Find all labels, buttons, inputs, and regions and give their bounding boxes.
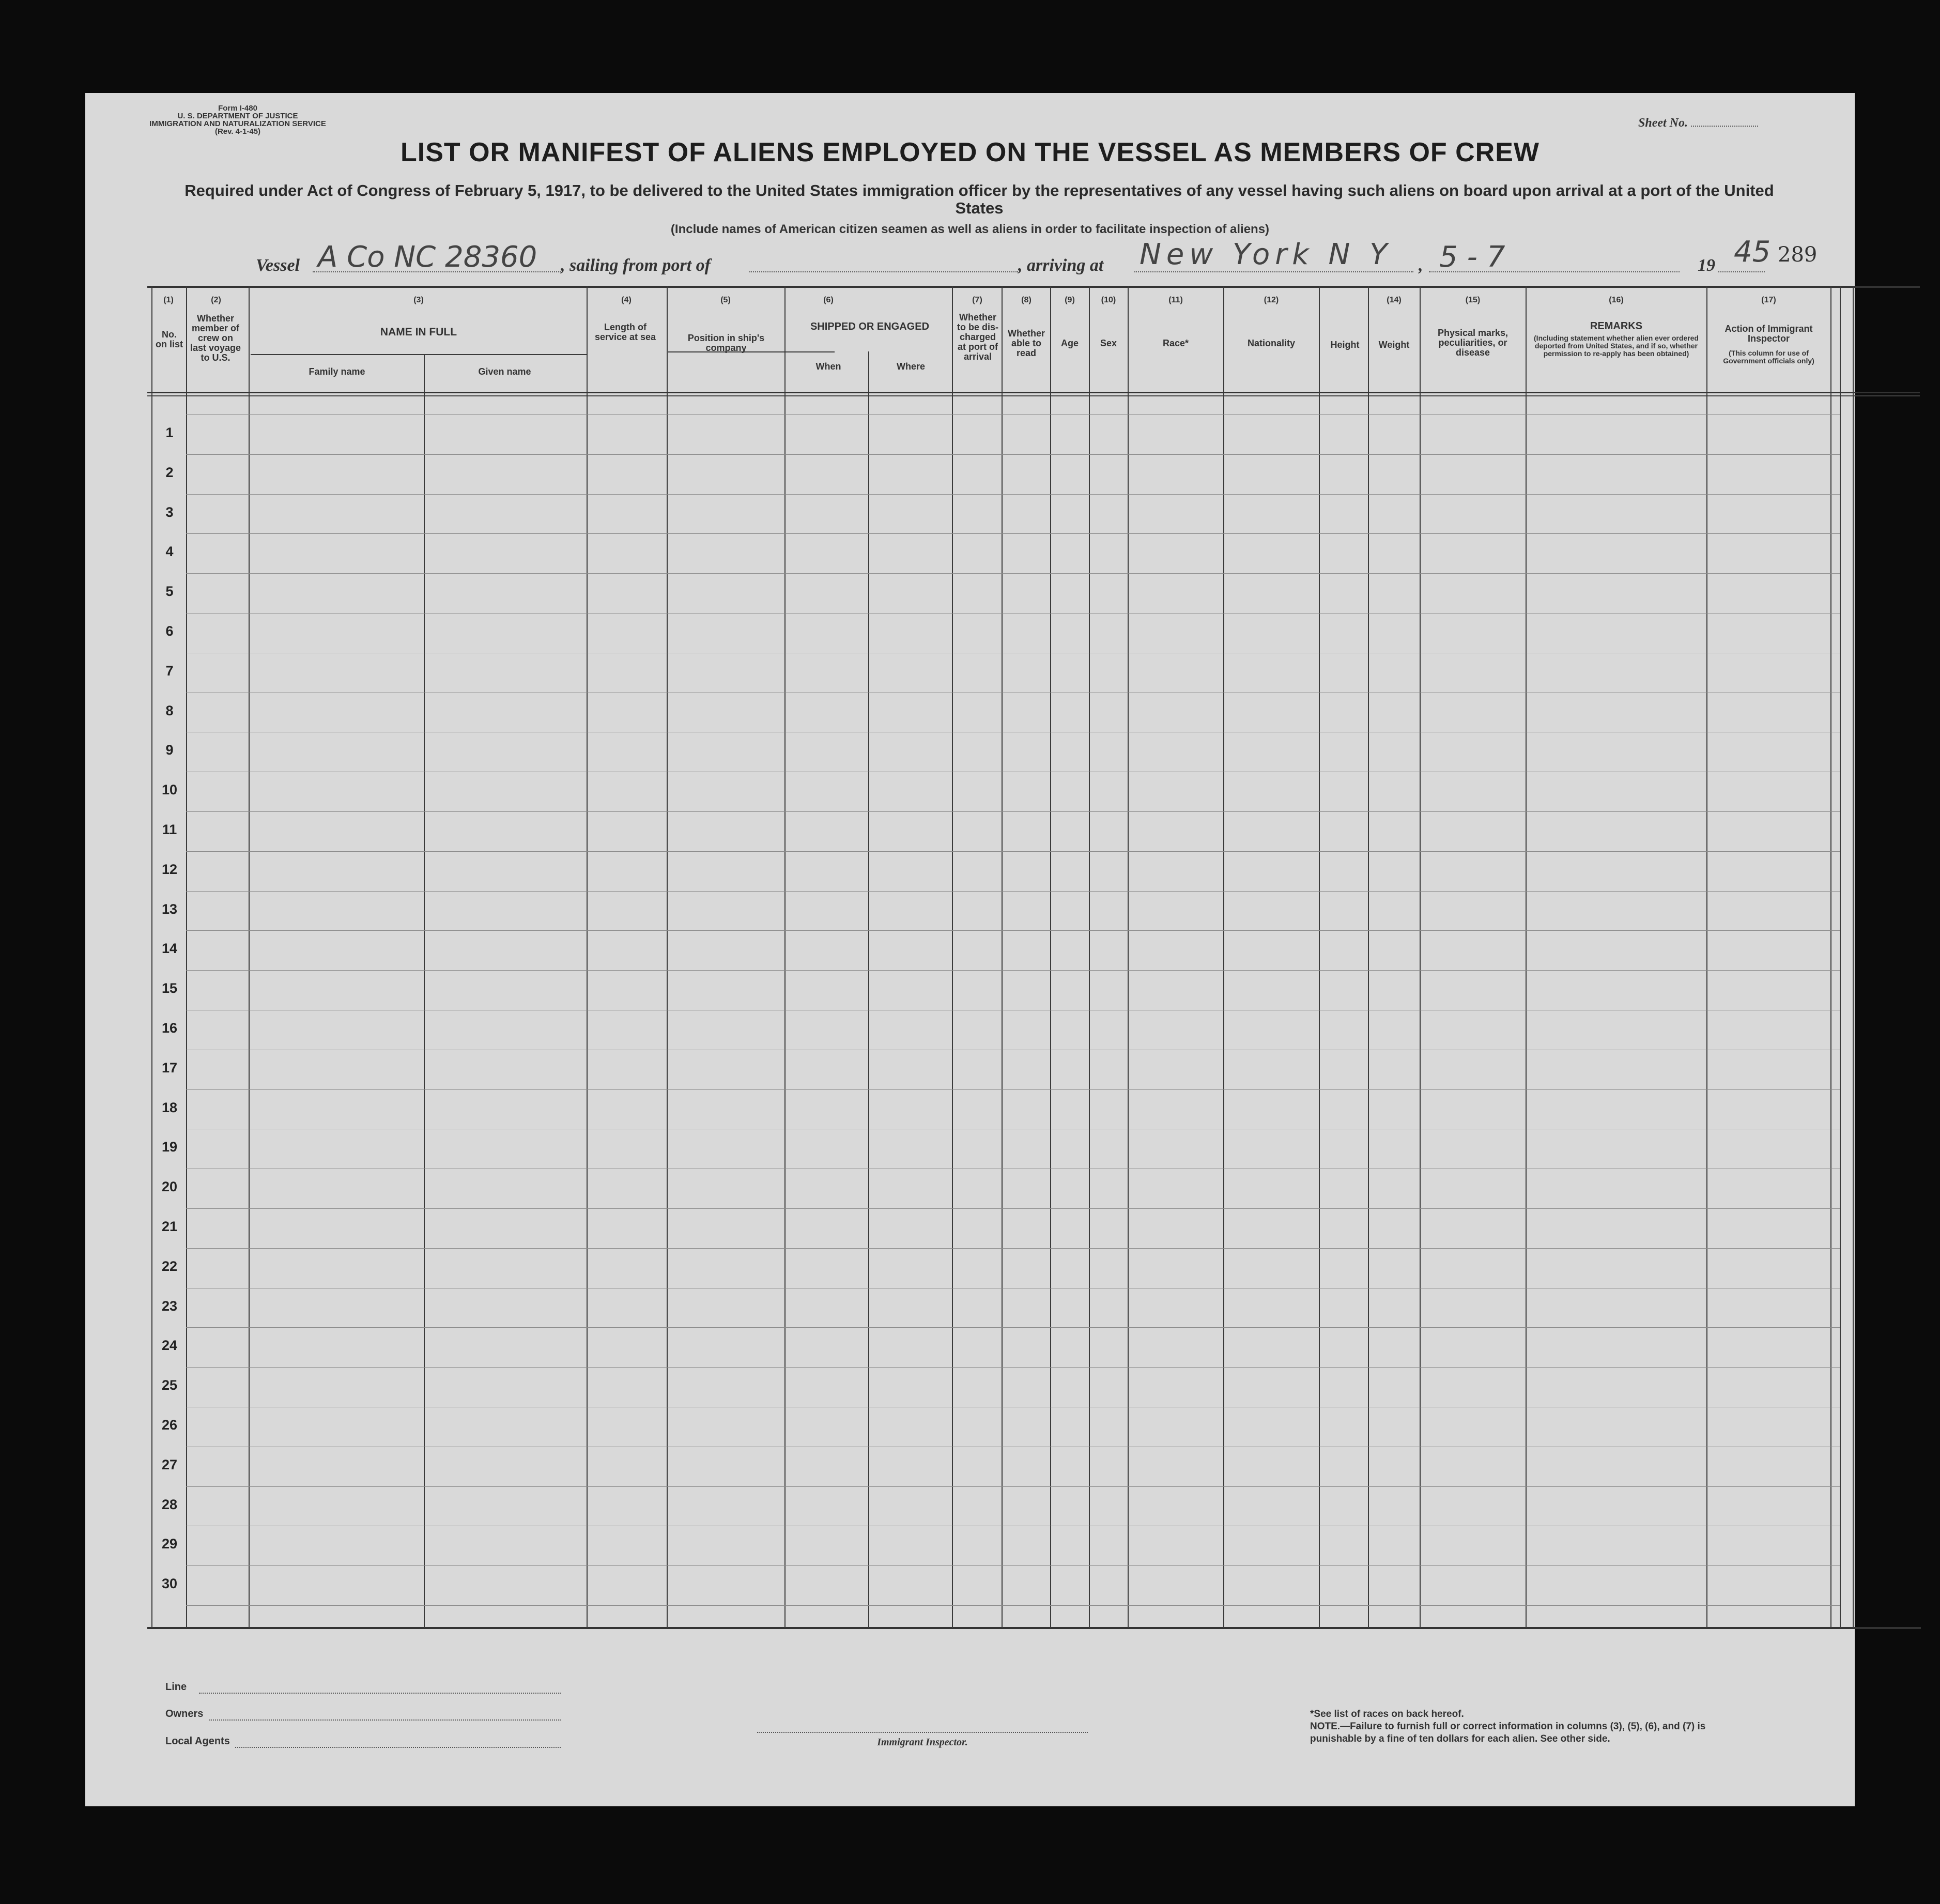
col-6-when-header: When bbox=[815, 361, 841, 372]
col-14-number: (14) bbox=[1387, 296, 1402, 304]
col-16-number: (16) bbox=[1609, 296, 1624, 304]
col-10-header: Sex bbox=[1100, 338, 1117, 348]
form-identifier bbox=[134, 104, 341, 135]
row-number: 19 bbox=[161, 1139, 178, 1155]
row-number: 4 bbox=[165, 544, 174, 559]
row-number: 25 bbox=[161, 1377, 178, 1393]
owners-label: Owners bbox=[165, 1708, 204, 1719]
column-divider bbox=[1830, 286, 1831, 1628]
column-divider bbox=[1050, 286, 1051, 1628]
row-number: 23 bbox=[161, 1298, 178, 1314]
column-divider bbox=[1128, 286, 1129, 1628]
year-field[interactable] bbox=[1718, 271, 1765, 272]
immigrant-inspector-signature-line[interactable] bbox=[757, 1732, 1088, 1733]
col-3-given-name-header: Given name bbox=[478, 366, 531, 377]
column-divider bbox=[1002, 286, 1003, 1628]
col-3-header: NAME IN FULL bbox=[380, 326, 457, 338]
column-divider bbox=[1420, 286, 1421, 1628]
name-subheader-rule bbox=[251, 354, 587, 355]
row-number: 21 bbox=[161, 1219, 178, 1234]
row-rule bbox=[186, 930, 1840, 931]
table-header-bottom-rule-2 bbox=[147, 395, 1920, 396]
comma-separator: , bbox=[1419, 256, 1423, 275]
col-6-where-header: Where bbox=[896, 361, 925, 372]
row-number: 12 bbox=[161, 862, 178, 877]
penalty-note bbox=[1310, 1721, 1723, 1745]
local-agents-label: Local Agents bbox=[165, 1736, 230, 1747]
col-6-number: (6) bbox=[823, 296, 834, 304]
col-14-header: Weight bbox=[1378, 340, 1410, 350]
row-number: 20 bbox=[161, 1179, 178, 1194]
row-rule bbox=[186, 573, 1840, 574]
race-note: *See list of races on back hereof. bbox=[1310, 1709, 1464, 1719]
column-divider bbox=[249, 286, 250, 1628]
col-8-number: (8) bbox=[1021, 296, 1031, 304]
row-number: 17 bbox=[161, 1060, 178, 1076]
row-number: 6 bbox=[165, 623, 174, 639]
row-rule bbox=[186, 1208, 1840, 1209]
col-16-header: REMARKS bbox=[1590, 320, 1643, 332]
department-name: U. S. DEPARTMENT OF JUSTICE bbox=[177, 112, 298, 120]
column-divider bbox=[667, 286, 668, 1628]
col-6-header: SHIPPED OR ENGAGED bbox=[810, 321, 930, 332]
row-number: 24 bbox=[161, 1338, 178, 1353]
page-title: LIST OR MANIFEST OF ALIENS EMPLOYED ON THE VESSEL AS MEMBERS OF CREW bbox=[401, 137, 1539, 167]
col-9-number: (9) bbox=[1065, 296, 1075, 304]
col-15-number: (15) bbox=[1465, 296, 1481, 304]
column-divider bbox=[424, 354, 425, 1628]
row-number: 13 bbox=[161, 901, 178, 917]
sailing-port-field[interactable] bbox=[749, 271, 1018, 272]
row-number: 1 bbox=[165, 425, 174, 440]
column-divider bbox=[1526, 286, 1527, 1628]
row-number: 3 bbox=[165, 504, 174, 520]
form-number: Form I-480 bbox=[218, 104, 257, 113]
owners-field[interactable] bbox=[209, 1719, 561, 1721]
row-number: 11 bbox=[162, 822, 177, 837]
row-rule bbox=[186, 533, 1840, 534]
row-rule bbox=[186, 1605, 1840, 1606]
vessel-value: A Co NC 28360 bbox=[318, 240, 537, 274]
column-divider bbox=[1089, 286, 1090, 1628]
col-7-number: (7) bbox=[972, 296, 982, 304]
page-subtitle: Required under Act of Congress of February 5, 1917, to be delivered to the United States immigration officer by the representatives of any vessel having such aliens on board upon arrival at a port of the United States bbox=[184, 181, 1774, 217]
year-prefix: 19 bbox=[1698, 256, 1715, 275]
row-number: 27 bbox=[161, 1457, 178, 1472]
column-divider bbox=[784, 286, 786, 1628]
column-divider bbox=[587, 286, 588, 1628]
col-3-number: (3) bbox=[413, 296, 424, 304]
col-5-header: Position in ship's company bbox=[687, 333, 765, 353]
row-rule bbox=[186, 494, 1840, 495]
vessel-label: Vessel bbox=[256, 256, 300, 275]
row-rule bbox=[186, 851, 1840, 852]
row-number: 5 bbox=[165, 584, 174, 599]
col-2-number: (2) bbox=[211, 296, 221, 304]
row-number: 29 bbox=[161, 1536, 178, 1552]
stamp-number: 289 bbox=[1778, 243, 1818, 267]
arriving-value: New York N Y bbox=[1140, 238, 1393, 271]
row-number: 10 bbox=[161, 782, 178, 797]
sheet-number-label: Sheet No. bbox=[1638, 116, 1688, 130]
table-header-top-rule bbox=[147, 286, 1920, 288]
col-12-number: (12) bbox=[1264, 296, 1279, 304]
line-label: Line bbox=[165, 1681, 187, 1693]
note-prefix: NOTE. bbox=[1310, 1721, 1341, 1732]
row-number: 2 bbox=[165, 465, 174, 480]
arriving-field[interactable] bbox=[1134, 271, 1413, 272]
sheet-number bbox=[1638, 116, 1758, 130]
col-17-note: (This column for use of Government officials only) bbox=[1723, 349, 1814, 365]
row-number: 18 bbox=[161, 1100, 178, 1115]
row-rule bbox=[186, 1327, 1840, 1328]
column-divider bbox=[1840, 286, 1841, 1628]
col-4-number: (4) bbox=[621, 296, 632, 304]
col-11-header: Race* bbox=[1162, 338, 1189, 348]
col-13-header: Height bbox=[1330, 340, 1360, 350]
row-rule bbox=[186, 891, 1840, 892]
row-number: 26 bbox=[161, 1417, 178, 1433]
col-15-header: Physical marks, peculiarities, or disease bbox=[1437, 328, 1508, 358]
row-number: 8 bbox=[165, 703, 174, 718]
col-5-number: (5) bbox=[720, 296, 731, 304]
col-11-number: (11) bbox=[1168, 296, 1183, 304]
row-number: 14 bbox=[161, 941, 178, 956]
column-divider bbox=[952, 286, 953, 1628]
row-rule bbox=[186, 414, 1840, 415]
column-divider bbox=[1223, 286, 1224, 1628]
col-12-header: Nationality bbox=[1247, 338, 1295, 348]
table-header-bottom-rule bbox=[147, 392, 1920, 393]
col-1-header: No. on list bbox=[156, 329, 183, 349]
date-value: 5-7 bbox=[1439, 240, 1515, 274]
row-rule bbox=[186, 970, 1840, 971]
row-rule bbox=[186, 1248, 1840, 1249]
col-4-header: Length of service at sea bbox=[594, 322, 656, 342]
row-number: 7 bbox=[165, 663, 174, 679]
col-10-number: (10) bbox=[1101, 296, 1116, 304]
form-revision: (Rev. 4-1-45) bbox=[214, 127, 261, 136]
arriving-label: , arriving at bbox=[1018, 256, 1104, 275]
col-7-header: Whether to be dis-charged at port of arrival bbox=[957, 312, 998, 362]
col-17-number: (17) bbox=[1761, 296, 1776, 304]
line-field[interactable] bbox=[199, 1693, 561, 1694]
row-rule bbox=[186, 1565, 1840, 1566]
col-8-header: Whether able to read bbox=[1008, 328, 1045, 358]
year-value: 45 bbox=[1734, 235, 1771, 269]
page-subnote: (Include names of American citizen seamen as well as aliens in order to facilitate inspection of aliens) bbox=[670, 222, 1270, 236]
row-number: 22 bbox=[161, 1258, 178, 1274]
row-rule bbox=[186, 454, 1840, 455]
row-rule bbox=[186, 1367, 1840, 1368]
footnote bbox=[1310, 1708, 1723, 1745]
immigrant-inspector-label: Immigrant Inspector. bbox=[877, 1737, 968, 1748]
right-border bbox=[1853, 286, 1854, 1628]
row-rule bbox=[186, 1089, 1840, 1090]
row-number: 30 bbox=[161, 1576, 178, 1591]
column-divider bbox=[1706, 286, 1707, 1628]
row-number: 16 bbox=[161, 1020, 178, 1036]
row-rule bbox=[186, 811, 1840, 812]
row-number: 9 bbox=[165, 742, 174, 758]
col-16-note: (Including statement whether alien ever ordered deported from United States, and if so, whether permission to re-apply has been obtained) bbox=[1534, 334, 1699, 358]
row-rule bbox=[186, 1486, 1840, 1487]
local-agents-field[interactable] bbox=[235, 1747, 561, 1748]
service-name: IMMIGRATION AND NATURALIZATION SERVICE bbox=[149, 119, 326, 128]
column-divider bbox=[1319, 286, 1320, 1628]
col-2-header: Whether member of crew on last voyage to U.S. bbox=[190, 313, 241, 363]
col-3-family-name-header: Family name bbox=[309, 366, 365, 377]
column-divider bbox=[868, 351, 869, 1628]
col-17-header: Action of Immigrant Inspector bbox=[1725, 324, 1813, 344]
column-divider bbox=[1368, 286, 1369, 1628]
row-number: 15 bbox=[161, 980, 178, 996]
col-1-number: (1) bbox=[163, 296, 174, 304]
sailing-label: , sailing from port of bbox=[561, 256, 711, 275]
row-number: 28 bbox=[161, 1497, 178, 1512]
manifest-sheet bbox=[85, 93, 1855, 1806]
sheet-number-blank[interactable] bbox=[1691, 126, 1758, 127]
table-bottom-rule bbox=[147, 1627, 1921, 1629]
col-9-header: Age bbox=[1060, 338, 1079, 348]
note-text: —Failure to furnish full or correct information in columns (3), (5), (6), and (7) is punishable by a fine of ten dollars for each alien. See other side. bbox=[1310, 1721, 1706, 1744]
